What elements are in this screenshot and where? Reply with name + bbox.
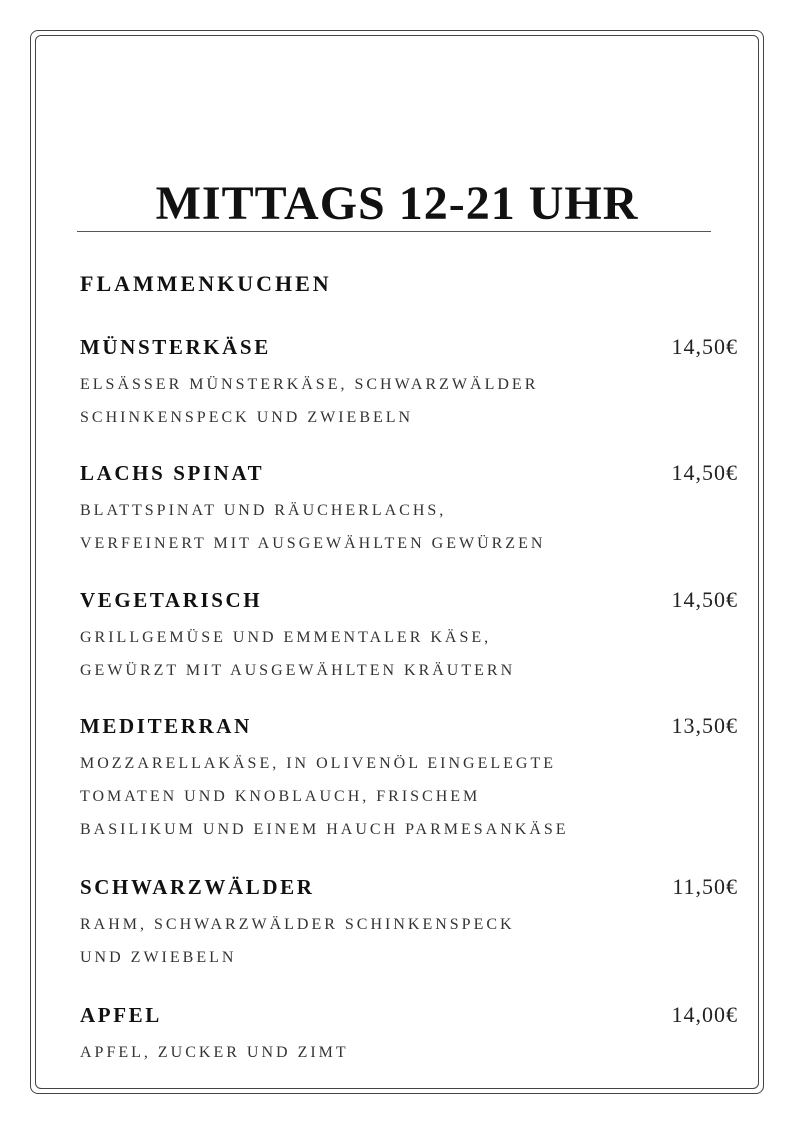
description-line: UND ZWIEBELN — [80, 949, 237, 966]
description-line: GEWÜRZT MIT AUSGEWÄHLTEN KRÄUTERN — [80, 662, 516, 679]
item-description — [80, 494, 738, 560]
description-line: VERFEINERT MIT AUSGEWÄHLTEN GEWÜRZEN — [80, 535, 546, 552]
title-divider — [77, 231, 711, 232]
description-line: TOMATEN UND KNOBLAUCH, FRISCHEM — [80, 788, 481, 805]
item-name: VEGETARISCH — [80, 588, 263, 612]
item-name: LACHS SPINAT — [80, 461, 265, 485]
menu-item-apfel — [80, 1000, 738, 1069]
description-line: SCHINKENSPECK UND ZWIEBELN — [80, 409, 414, 426]
description-line: GRILLGEMÜSE UND EMMENTALER KÄSE, — [80, 629, 492, 646]
item-name: APFEL — [80, 1003, 162, 1027]
menu-item-schwarzwaelder — [80, 872, 738, 974]
item-name: MEDITERRAN — [80, 714, 252, 738]
item-price: 11,50€ — [672, 874, 738, 899]
item-name: MÜNSTERKÄSE — [80, 335, 271, 359]
description-line: BLATTSPINAT UND RÄUCHERLACHS, — [80, 502, 447, 519]
description-line: RAHM, SCHWARZWÄLDER SCHINKENSPECK — [80, 916, 515, 933]
menu-item-lachs-spinat — [80, 458, 738, 560]
item-description — [80, 621, 738, 687]
description-line: ELSÄSSER MÜNSTERKÄSE, SCHWARZWÄLDER — [80, 376, 539, 393]
menu-item-mediterran — [80, 711, 738, 846]
description-line: APFEL, ZUCKER UND ZIMT — [80, 1044, 349, 1061]
item-price: 14,00€ — [671, 1002, 738, 1027]
item-price: 14,50€ — [671, 334, 738, 359]
item-price: 13,50€ — [671, 713, 738, 738]
item-description — [80, 747, 738, 846]
item-description — [80, 368, 738, 434]
item-description — [80, 1036, 738, 1069]
item-price: 14,50€ — [671, 460, 738, 485]
description-line: MOZZARELLAKÄSE, IN OLIVENÖL EINGELEGTE — [80, 755, 556, 772]
description-line: BASILIKUM UND EINEM HAUCH PARMESANKÄSE — [80, 821, 569, 838]
menu-item-muensterkaese — [80, 332, 738, 434]
menu-item-vegetarisch — [80, 585, 738, 687]
item-price: 14,50€ — [671, 587, 738, 612]
page-title: MITTAGS 12-21 UHR — [155, 177, 639, 230]
item-name: SCHWARZWÄLDER — [80, 875, 315, 899]
item-description — [80, 908, 738, 974]
section-heading: FLAMMENKUCHEN — [80, 271, 332, 296]
